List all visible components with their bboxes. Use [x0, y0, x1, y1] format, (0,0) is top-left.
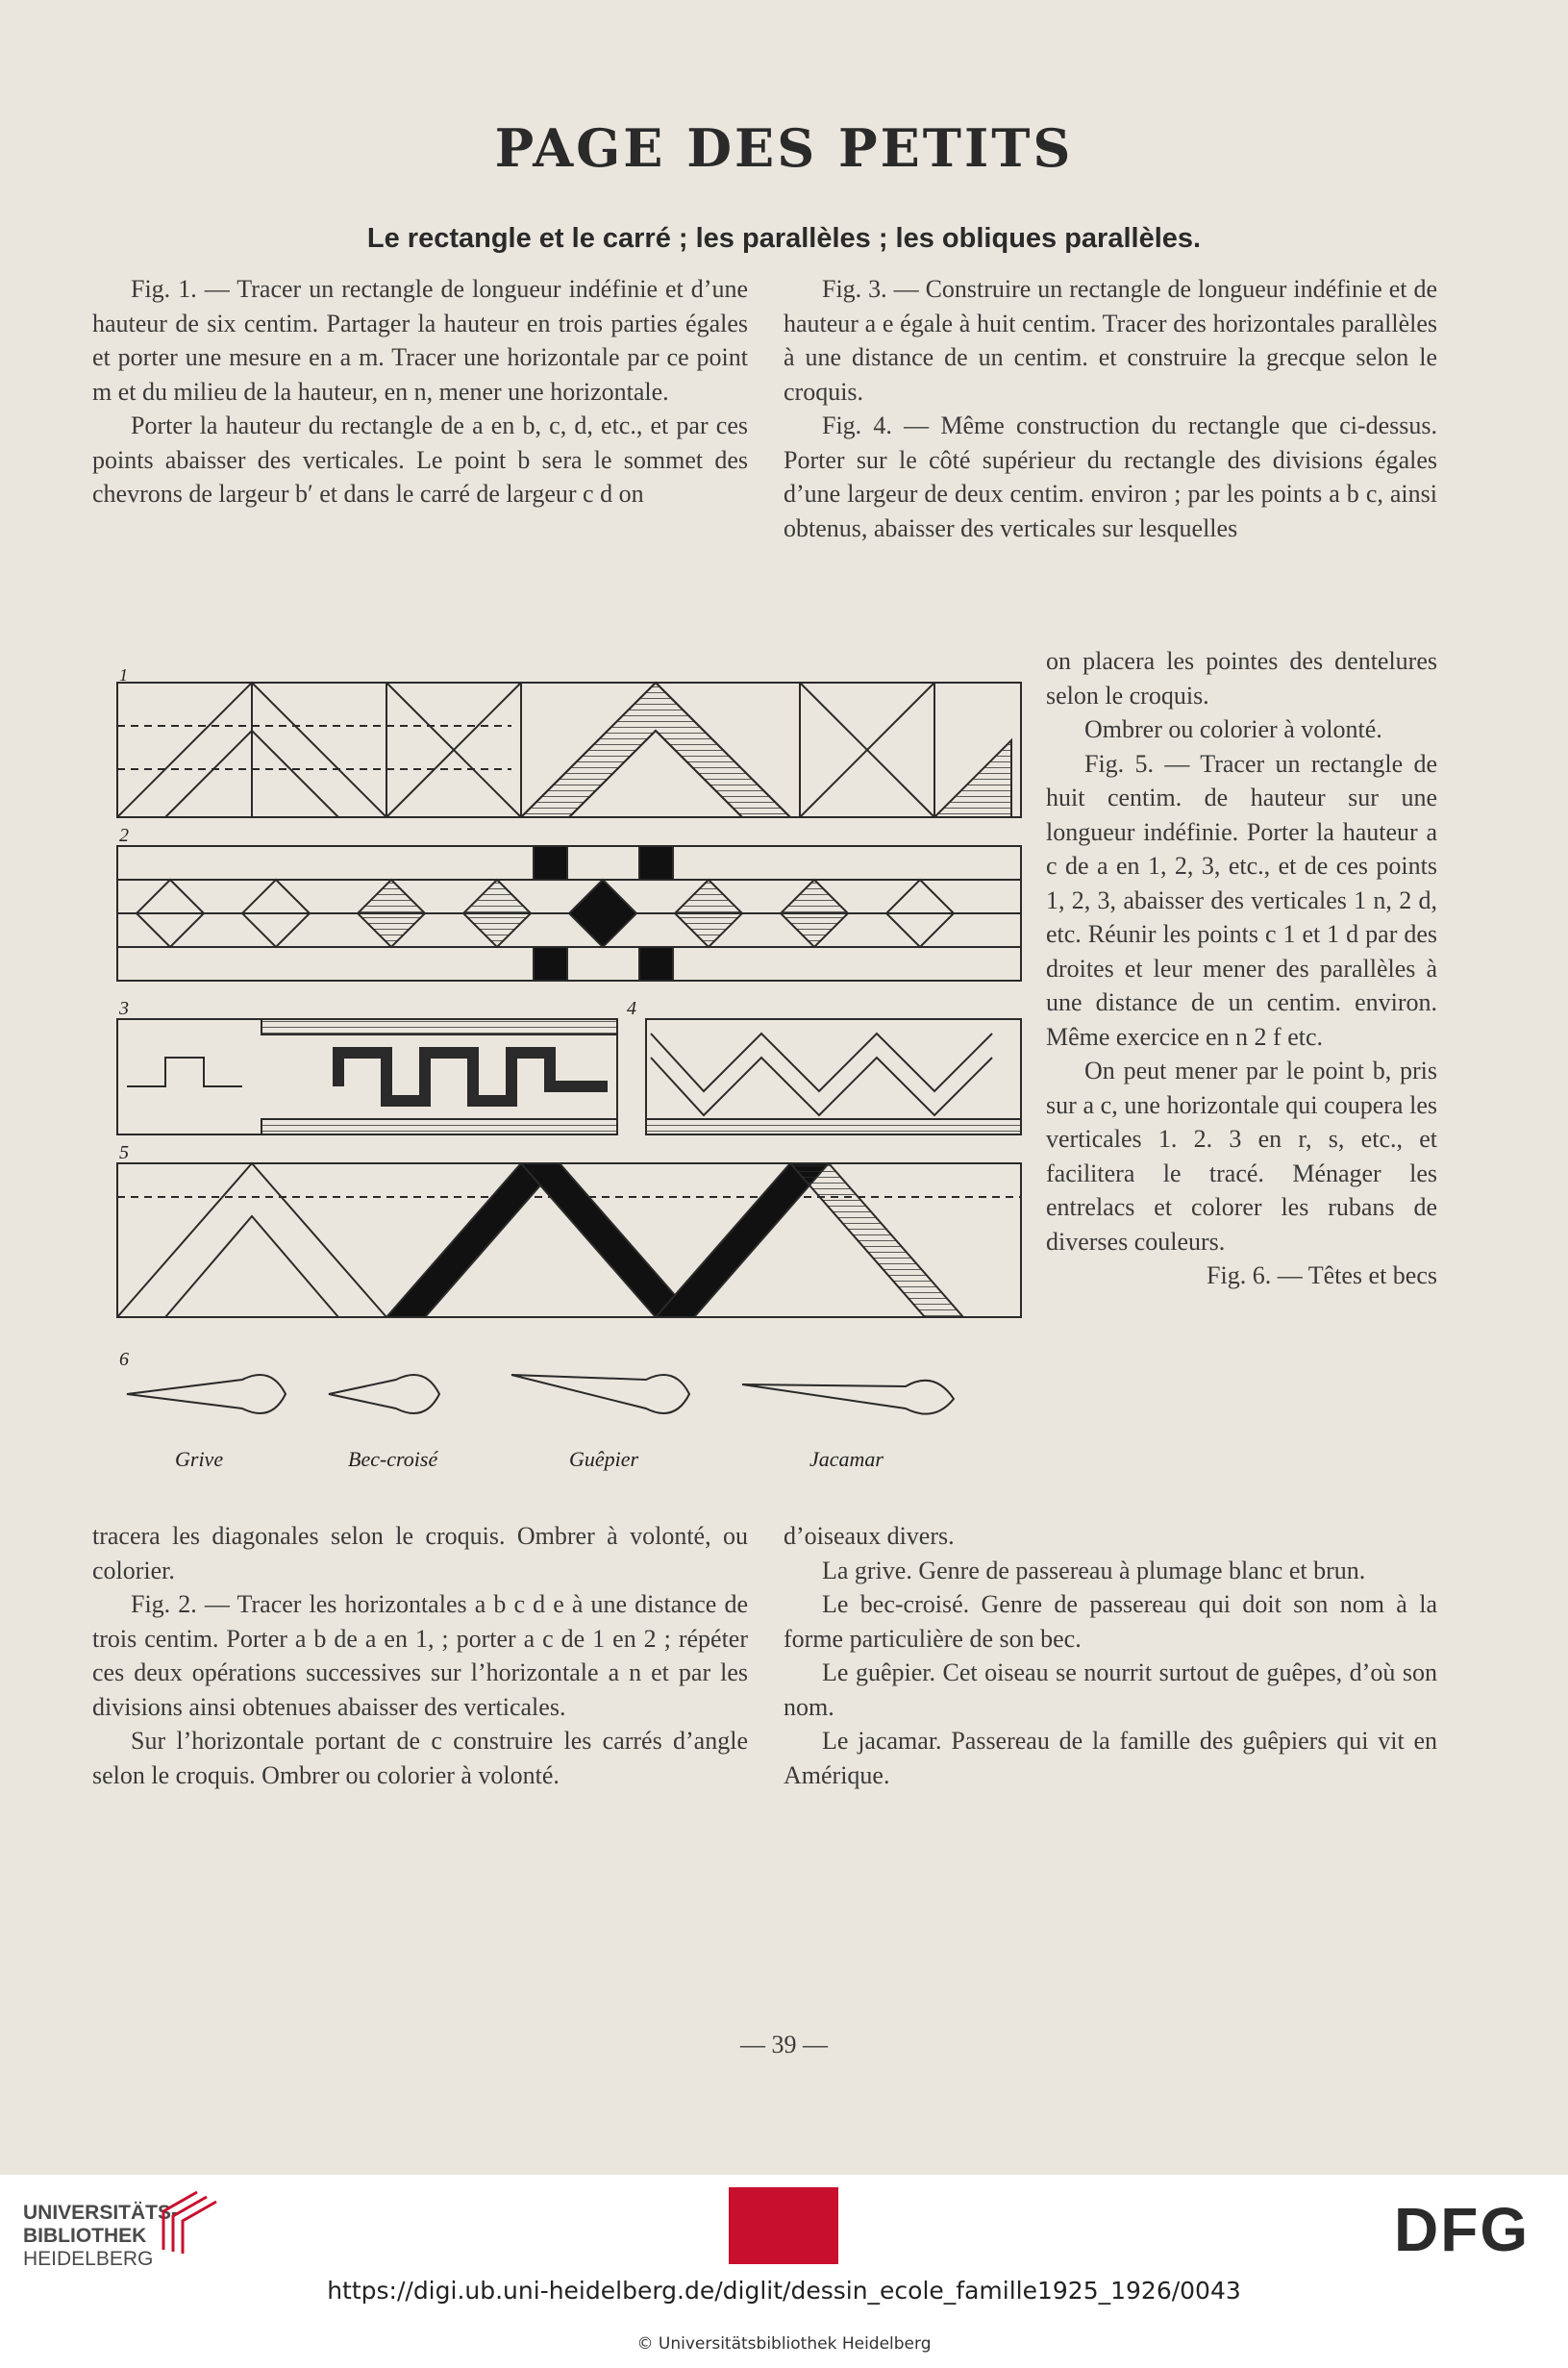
fig3-greek-key — [117, 1019, 617, 1134]
paragraph: Fig. 6. — Têtes et becs — [1207, 1261, 1437, 1289]
fig1-chevrons — [117, 683, 1021, 817]
fig6-bird-heads — [127, 1375, 954, 1414]
paragraph: La grive. Genre de passereau à plumage blanc et brun. — [822, 1556, 1366, 1584]
bird-label: Bec-croisé — [348, 1447, 438, 1471]
bird-label: Jacamar — [809, 1447, 884, 1471]
right-column-bottom — [784, 1519, 1437, 1792]
library-name-line: HEIDELBERG — [23, 2248, 154, 2270]
fig-label: 2 — [119, 825, 129, 846]
paragraph: Fig. 1. — Tracer un rectangle de longueur indéfinie et d’une hauteur de six centim. Partager la hauteur en trois parties égales et porter une mesure en a m. Tracer une horizontale par ce point m et du milieu de la hauteur, en n, mener une horizontale. — [92, 275, 748, 406]
fig-label: 5 — [119, 1142, 129, 1163]
fig-label: 1 — [119, 665, 128, 685]
geometric-drawing-figure — [108, 663, 1031, 1500]
left-column-top — [92, 272, 748, 511]
library-emblem-icon — [154, 2182, 221, 2259]
fig5-interlace — [117, 1163, 1021, 1317]
bird-label: Guêpier — [569, 1447, 639, 1471]
page-number: — 39 — — [740, 2031, 828, 2058]
paragraph: Fig. 3. — Construire un rectangle de longueur indéfinie et de hauteur a e égale à huit centim. Tracer des horizontales parallèles à une distance de un centim. et construire la grecque selon le croquis. — [784, 275, 1437, 406]
paragraph: Le guêpier. Cet oiseau se nourrit surtout de guêpes, d’où son nom. — [784, 1658, 1437, 1721]
fig2-squares — [117, 846, 1021, 981]
paragraph: Fig. 2. — Tracer les horizontales a b c d e à une distance de trois centim. Porter a b de a en 1, ; porter a c de 1 en 2 ; répéter ces deux opérations successives sur l’horizontale a n et par les divisions ainsi obtenues abaisser des verticales. — [92, 1590, 748, 1721]
paragraph: Porter la hauteur du rectangle de a en b, c, d, etc., et par ces points abaisser des verticales. Le point b sera le sommet des chevrons de largeur b′ et dans le carré de largeur c d on — [92, 411, 748, 508]
paragraph: Sur l’horizontale portant de c construire les carrés d’angle selon le croquis. Ombrer ou colorier à volonté. — [92, 1727, 748, 1789]
fig-label: 3 — [119, 998, 129, 1019]
paragraph: Ombrer ou colorier à volonté. — [1084, 715, 1382, 743]
paragraph: tracera les diagonales selon le croquis. Ombrer à volonté, ou colorier. — [92, 1522, 748, 1584]
paragraph: On peut mener par le point b, pris sur a c, une horizontale qui coupera les verticales 1. 2. 3 en r, s, etc., et facilitera le tracé. Ménager les entrelacs et colorer les rubans de diverses couleurs. — [1046, 1057, 1437, 1256]
paragraph: Fig. 4. — Même construction du rectangle que ci-dessus. Porter sur le côté supérieur du rectangle des divisions égales d’une largeur de deux centim. environ ; par les points a b c, ainsi obtenus, abaisser des verticales sur lesquelles — [784, 411, 1437, 542]
copyright-notice: © Universitätsbibliothek Heidelberg — [636, 2334, 932, 2354]
left-column-bottom — [92, 1519, 748, 1792]
paragraph: Le jacamar. Passereau de la famille des guêpiers qui vit en Amérique. — [784, 1727, 1437, 1789]
paragraph: d’oiseaux divers. — [784, 1522, 955, 1550]
dfg-logo[interactable]: DFG — [1394, 2195, 1531, 2264]
paragraph: Fig. 5. — Tracer un rectangle de huit centim. de hauteur sur une longueur indéfinie. Porter la hauteur a c de a en 1, 2, 3, etc., et de ces points 1, 2, 3, abaisser des verticales 1 n, 2 d, etc. Réunir les points c 1 et 1 d par des droites et leur mener des parallèles à une distance de un centim. environ. Même exercice en n 2 f etc. — [1046, 749, 1437, 1051]
fig4-zigzag — [646, 1019, 1021, 1134]
library-name-line: BIBLIOTHEK — [23, 2225, 147, 2247]
paragraph: on placera les pointes des dentelures selon le croquis. — [1046, 647, 1437, 710]
library-name-line: UNIVERSITÄTS- — [23, 2202, 179, 2224]
bird-label: Grive — [175, 1447, 224, 1471]
permalink-url[interactable]: https://digi.ub.uni-heidelberg.de/diglit/dessin_ecole_famille1925_1926/0043 — [327, 2277, 1241, 2305]
paragraph: Le bec-croisé. Genre de passereau qui doit son nom à la forme particulière de son bec. — [784, 1590, 1437, 1653]
fig-label: 6 — [119, 1349, 129, 1370]
page-title: PAGE DES PETITS — [494, 117, 1074, 179]
right-column-top — [784, 272, 1437, 545]
right-column-middle — [1046, 644, 1437, 1293]
fig-label: 4 — [627, 998, 636, 1019]
episteme-logo-icon[interactable] — [729, 2187, 838, 2264]
page-subtitle: Le rectangle et le carré ; les parallèles ; les obliques parallèles. — [366, 223, 1202, 254]
